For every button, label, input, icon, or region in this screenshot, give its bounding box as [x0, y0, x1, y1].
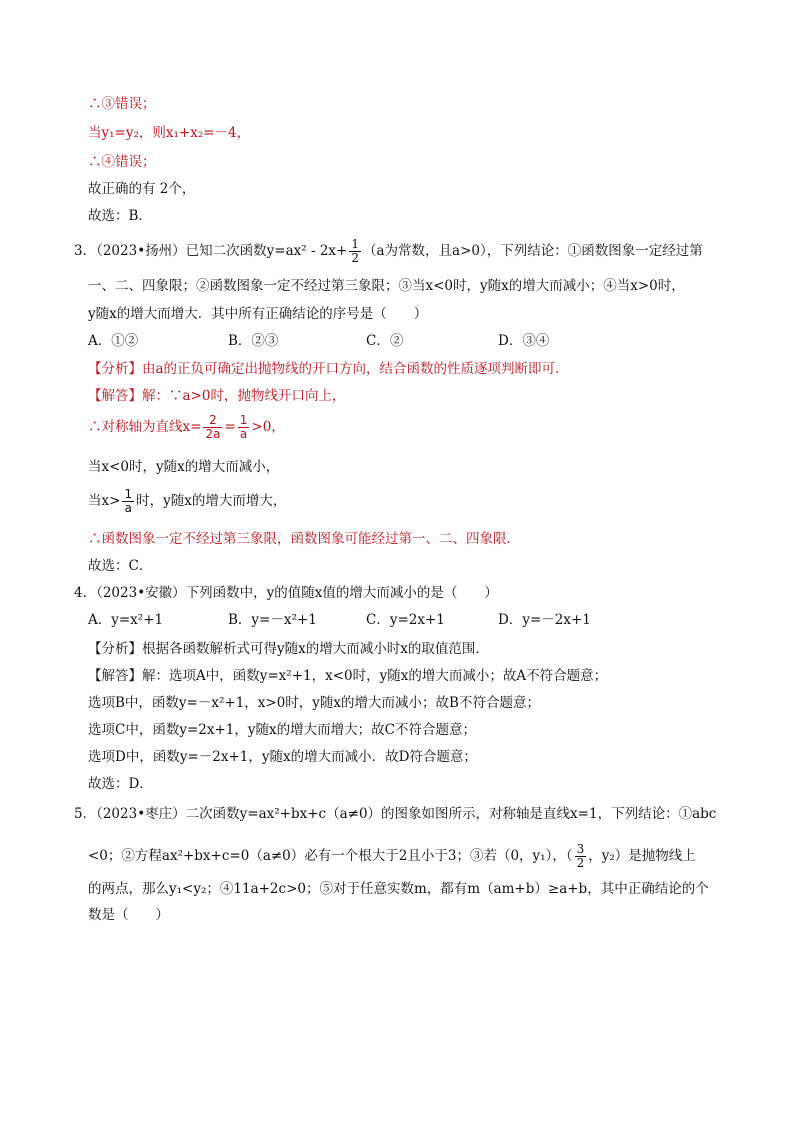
q3-axis-line: [88, 414, 285, 441]
q5-stem-line-3: 的两点，那么y₁<y₂；④11a+2c>0；⑤对于任意实数m，都有m（am+b）≥a+b，其中正确结论的个: [88, 881, 709, 897]
q5-stem-line-4: 数是（ ）: [88, 907, 169, 923]
fraction-denominator: a: [239, 427, 248, 441]
q4-choice: 故选：D．: [88, 776, 153, 792]
q5-stem-line-1: 5．（2023•枣庄）二次函数y=ax²+bx+c（a≠0）的图象如图所示，对称轴是直线x=1，下列结论：①abc: [74, 806, 717, 822]
fraction-numerator: 1: [239, 413, 248, 427]
fraction-denominator: 2: [351, 251, 359, 265]
q3-axis-text-b: >0，: [251, 419, 285, 435]
q3-stem-line-3: y随x的增大而增大．其中所有正确结论的序号是（ ）: [88, 306, 428, 322]
q5-stem-text-a: <0；②方程ax²+bx+c=0（a≠0）必有一个根大于2且小于3；③若（0，y₁），（: [88, 848, 573, 864]
prev-line-4: 故正确的有 2个，: [88, 181, 196, 197]
q4-option-b: B．y=－x²+1: [228, 612, 317, 628]
q4-stem: 4．（2023•安徽）下列函数中，y的值随x值的增大而减小的是（ ）: [74, 585, 498, 601]
prev-line-2: 当y₁=y₂，则x₁+x₂=－4，: [88, 125, 251, 141]
fraction-numerator: 1: [351, 237, 359, 251]
q3-option-c: C．②: [366, 333, 404, 349]
q3-stem-text-b: （a为常数，且a>0），下列结论：①函数图象一定经过第: [362, 243, 703, 259]
q3-conclusion: ∴函数图象一定不经过第三象限，函数图象可能经过第一、二、四象限．: [88, 531, 520, 547]
fraction-denominator: 2: [576, 856, 585, 870]
prev-line-3: ∴④错误；: [88, 154, 156, 170]
q3-case-2-fraction: [122, 488, 134, 515]
q5-stem-line-2: [88, 843, 696, 870]
q3-analysis: 【分析】由a的正负可确定出抛物线的开口方向，结合函数的性质逐项判断即可．: [88, 361, 569, 377]
fraction-numerator: 3: [576, 842, 585, 856]
q4-option-c: C．y=2x+1: [366, 612, 445, 628]
q3-stem-line-2: 一、二、四象限；②函数图象一定不经过第三象限；③当x<0时，y随x的增大而减小；④当x>0时，: [88, 278, 685, 294]
q3-option-a: A．①②: [88, 333, 139, 349]
q4-option-d: D．y=－2x+1: [498, 612, 591, 628]
q3-option-b: B．②③: [228, 333, 279, 349]
q3-stem-text-a: 3．（2023•扬州）已知二次函数y=ax² - 2x+: [74, 243, 348, 259]
q3-stem-line-1: [74, 238, 703, 265]
prev-choice: 故选：B．: [88, 208, 152, 224]
q3-case-2-text-b: 时，y随x的增大而增大，: [136, 493, 287, 509]
fraction-denominator: 2a: [205, 427, 221, 441]
q3-case-2-text-a: 当x>: [88, 493, 121, 509]
q4-answer-line-1: 【解答】解：选项A中，函数y=x²+1，x<0时，y随x的增大而减小；故A不符合题意；: [88, 668, 608, 684]
q3-case-2: [88, 488, 286, 515]
q3-option-d: D．③④: [498, 333, 550, 349]
q4-answer-line-3: 选项C中，函数y=2x+1，y随x的增大而增大；故C不符合题意；: [88, 722, 476, 738]
fraction-denominator: a: [124, 501, 132, 515]
fraction-numerator: 2: [203, 414, 222, 428]
q4-option-a: A．y=x²+1: [88, 612, 164, 628]
q3-axis-fraction-1: [203, 414, 222, 441]
fraction-numerator: 1: [124, 487, 133, 501]
q3-choice: 故选：C．: [88, 558, 153, 574]
q4-analysis: 【分析】根据各函数解析式可得y随x的增大而减小时x的取值范围．: [88, 641, 489, 657]
q4-answer-line-2: 选项B中，函数y=－x²+1，x>0时，y随x的增大而减小；故B不符合题意；: [88, 695, 540, 711]
equals-sign: =: [224, 419, 236, 435]
q3-stem-fraction: [349, 238, 361, 265]
q4-answer-line-4: 选项D中，函数y=－2x+1，y随x的增大而减小．故D符合题意；: [88, 749, 477, 765]
q3-axis-fraction-2: [238, 414, 250, 441]
q3-case-1: 当x<0时，y随x的增大而减小，: [88, 459, 280, 475]
q5-stem-fraction: [575, 843, 587, 870]
prev-line-1: ∴③错误；: [88, 96, 156, 112]
q3-answer-line-1: 【解答】解：∵a>0时，抛物线开口向上，: [88, 388, 346, 404]
q3-axis-text-a: ∴对称轴为直线x=: [88, 419, 202, 435]
q5-stem-text-b: ，y₂）是抛物线上: [588, 848, 696, 864]
